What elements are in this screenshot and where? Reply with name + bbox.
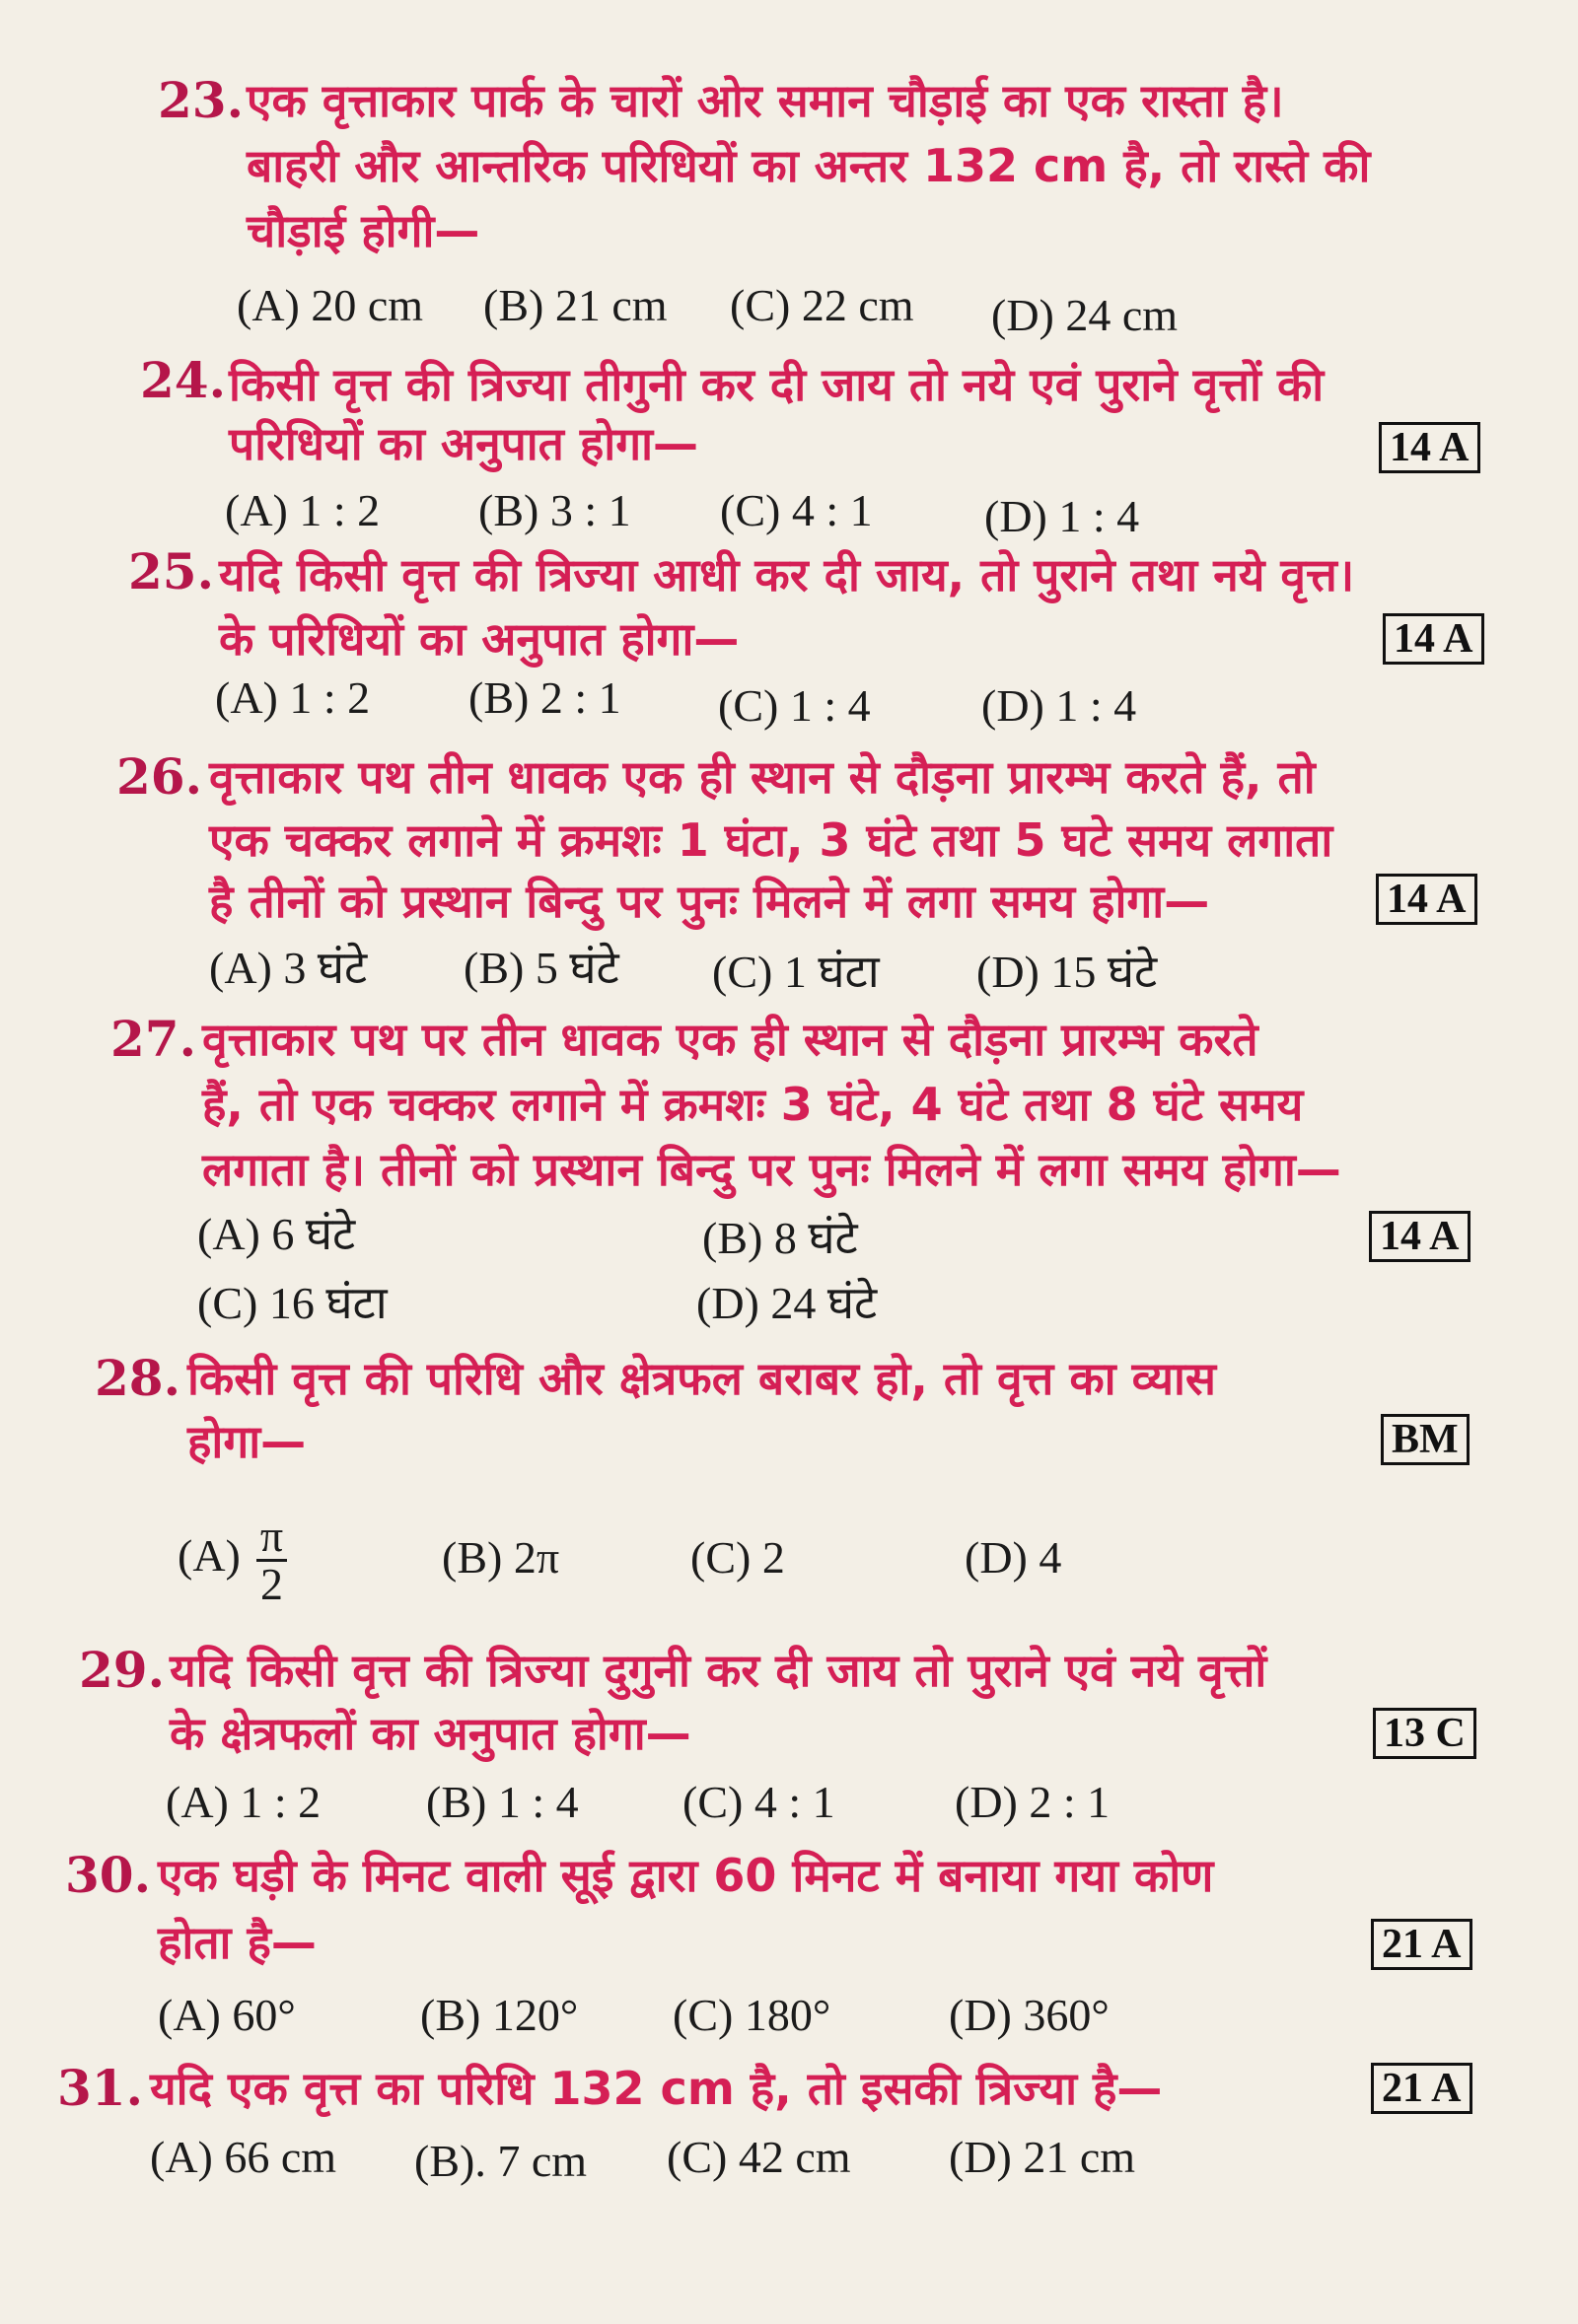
option-c[interactable]: (C) 180° <box>673 1990 831 2040</box>
question-number: 25. <box>128 542 214 600</box>
question-number: 31. <box>57 2059 143 2117</box>
option-a[interactable]: (A) 1 : 2 <box>215 672 371 723</box>
option-b[interactable]: (B) 8 घंटे <box>702 1213 858 1263</box>
option-d[interactable]: (D) 2 : 1 <box>955 1777 1111 1827</box>
question-text-line: यदि किसी वृत्त की त्रिज्या दुगुनी कर दी जाय तो पुराने एवं नये वृत्तों <box>170 1644 1267 1697</box>
option-b[interactable]: (B) 2 : 1 <box>468 672 621 723</box>
option-b[interactable]: (B) 3 : 1 <box>478 485 631 535</box>
question-text-line: किसी वृत्त की त्रिज्या तीगुनी कर दी जाय तो नये एवं पुराने वृत्तों की <box>229 358 1325 411</box>
option-c[interactable]: (C) 1 : 4 <box>718 680 871 731</box>
exam-code-badge: 13 C <box>1373 1708 1476 1759</box>
option-d[interactable]: (D) 4 <box>965 1532 1062 1583</box>
question-text-line: होगा— <box>187 1415 307 1468</box>
question-text-line: है तीनों को प्रस्थान बिन्दु पर पुनः मिलने में लगा समय होगा— <box>209 875 1210 928</box>
question-text-line: किसी वृत्त की परिधि और क्षेत्रफल बराबर हो, तो वृत्त का व्यास <box>187 1352 1217 1405</box>
option-a[interactable]: (A) 1 : 2 <box>225 485 381 535</box>
exam-code-badge: 21 A <box>1371 1919 1472 1970</box>
question-text-line: एक घड़ी के मिनट वाली सूई द्वारा 60 मिनट में बनाया गया कोण <box>158 1849 1214 1902</box>
option-d[interactable]: (D) 1 : 4 <box>984 491 1140 541</box>
question-text-line: वृत्ताकार पथ तीन धावक एक ही स्थान से दौड़ना प्रारम्भ करते हैं, तो <box>209 750 1316 804</box>
exam-code-badge: 14 A <box>1376 874 1477 925</box>
option-d[interactable]: (D) 1 : 4 <box>981 680 1137 731</box>
question-number: 24. <box>140 351 226 409</box>
option-b[interactable]: (B) 1 : 4 <box>426 1777 579 1827</box>
option-c[interactable]: (C) 42 cm <box>667 2132 851 2182</box>
question-number: 29. <box>79 1641 165 1699</box>
question-text-line: परिधियों का अनुपात होगा— <box>229 417 699 470</box>
fraction-numerator: π <box>256 1514 287 1562</box>
question-number: 23. <box>158 71 244 129</box>
exam-code-badge: BM <box>1381 1414 1470 1465</box>
question-text-line: एक चक्कर लगाने में क्रमशः 1 घंटा, 3 घंटे तथा 5 घटे समय लगाता <box>209 813 1333 867</box>
question-text-line: एक वृत्ताकार पार्क के चारों ओर समान चौड़ाई का एक रास्ता है। <box>247 74 1284 127</box>
question-text-line: यदि एक वृत्त का परिधि 132 cm है, तो इसकी त्रिज्या है— <box>150 2062 1163 2115</box>
question-text-line: बाहरी और आन्तरिक परिधियों का अन्तर 132 cm है, तो रास्ते की <box>247 139 1371 192</box>
option-c[interactable]: (C) 1 घंटा <box>712 947 880 997</box>
option-c[interactable]: (C) 16 घंटा <box>197 1278 388 1328</box>
option-a[interactable]: (A) 3 घंटे <box>209 943 368 993</box>
option-a[interactable]: (A) 1 : 2 <box>166 1777 322 1827</box>
option-b[interactable]: (B) 21 cm <box>483 280 668 330</box>
exam-code-badge: 14 A <box>1379 422 1480 473</box>
question-text-line: यदि किसी वृत्त की त्रिज्या आधी कर दी जाय, तो पुराने तथा नये वृत्त। <box>219 548 1355 601</box>
question-text-line: के परिधियों का अनुपात होगा— <box>219 612 740 666</box>
fraction-denominator: 2 <box>259 1558 283 1609</box>
question-text-line: लगाता है। तीनों को प्रस्थान बिन्दु पर पुनः मिलने में लगा समय होगा— <box>202 1143 1341 1196</box>
option-a[interactable]: (A) 66 cm <box>150 2132 337 2182</box>
option-d[interactable]: (D) 15 घंटे <box>976 947 1158 997</box>
option-d[interactable]: (D) 24 cm <box>991 290 1179 340</box>
option-b[interactable]: (B) 5 घंटे <box>464 943 619 993</box>
question-number: 27. <box>110 1010 196 1068</box>
option-a[interactable]: (A) 6 घंटे <box>197 1209 356 1259</box>
option-b[interactable]: (B) 2π <box>442 1532 560 1583</box>
option-a[interactable]: (A) 60° <box>158 1990 296 2040</box>
option-c[interactable]: (C) 4 : 1 <box>682 1777 835 1827</box>
option-a-label: (A) <box>178 1530 241 1581</box>
question-number: 28. <box>95 1349 180 1407</box>
option-d[interactable]: (D) 24 घंटे <box>696 1278 878 1328</box>
option-b[interactable]: (B). 7 cm <box>414 2136 588 2186</box>
question-text-line: के क्षेत्रफलों का अनुपात होगा— <box>170 1707 691 1760</box>
option-a[interactable] <box>178 1509 287 1607</box>
question-text-line: चौड़ाई होगी— <box>247 204 480 257</box>
exam-code-badge: 14 A <box>1369 1211 1470 1262</box>
option-c[interactable]: (C) 2 <box>690 1532 785 1583</box>
question-number: 26. <box>116 747 202 806</box>
option-d[interactable]: (D) 360° <box>949 1990 1110 2040</box>
exam-code-badge: 21 A <box>1371 2063 1472 2114</box>
option-b[interactable]: (B) 120° <box>420 1990 579 2040</box>
option-d[interactable]: (D) 21 cm <box>949 2132 1136 2182</box>
option-a[interactable]: (A) 20 cm <box>237 280 424 330</box>
pi-over-2-fraction <box>256 1510 287 1609</box>
question-text-line: हैं, तो एक चक्कर लगाने में क्रमशः 3 घंटे, 4 घंटे तथा 8 घंटे समय <box>202 1078 1304 1131</box>
exam-code-badge: 14 A <box>1383 613 1484 665</box>
option-c[interactable]: (C) 4 : 1 <box>720 485 873 535</box>
question-text-line: होता है— <box>158 1916 317 1969</box>
option-c[interactable]: (C) 22 cm <box>730 280 914 330</box>
question-number: 30. <box>65 1846 151 1904</box>
question-text-line: वृत्ताकार पथ पर तीन धावक एक ही स्थान से दौड़ना प्रारम्भ करते <box>202 1013 1258 1066</box>
